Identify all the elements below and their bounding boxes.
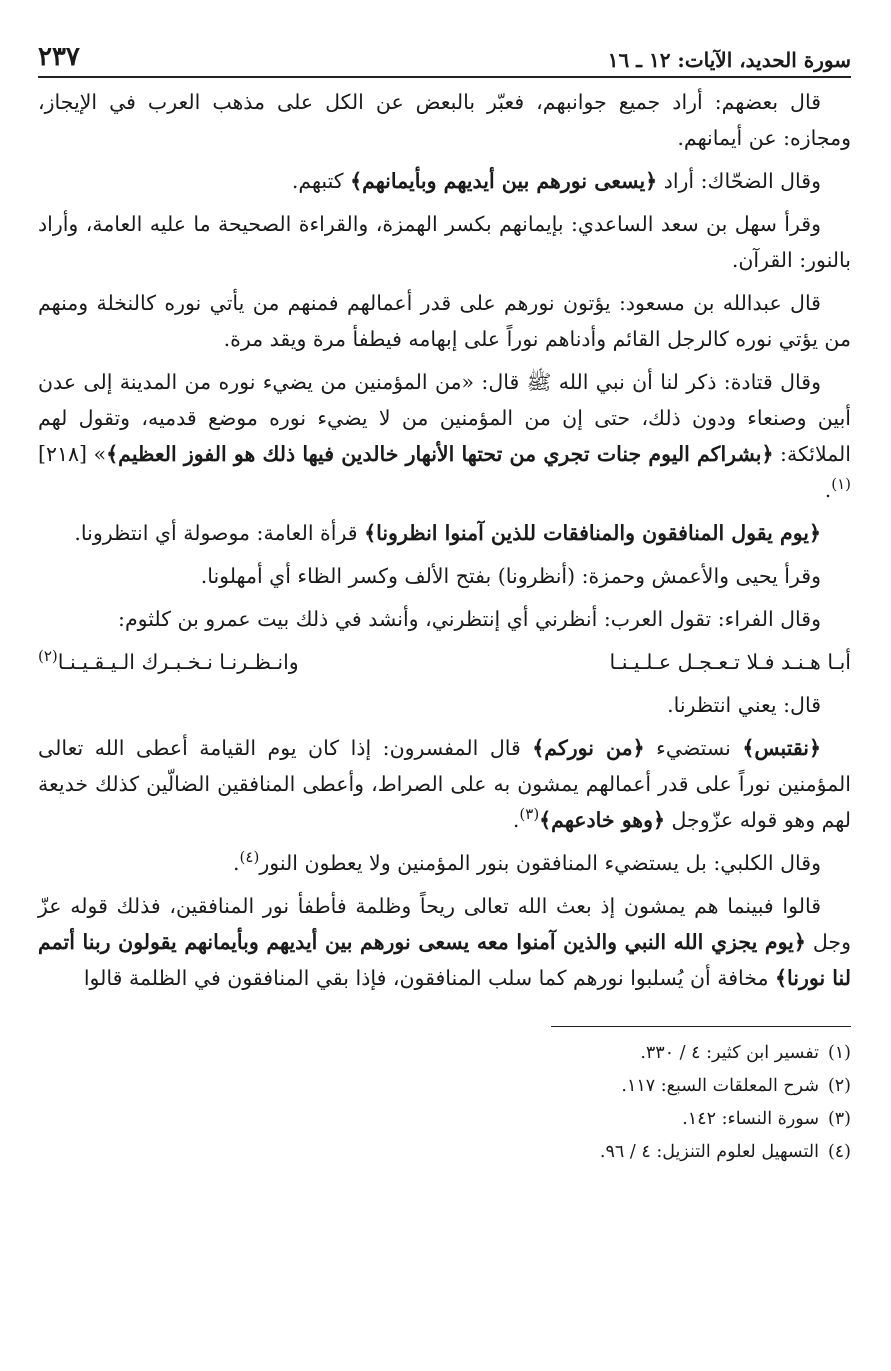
footnote-number: (٢) <box>827 1076 851 1096</box>
quran-quote: ﴿يوم يقول المنافقون والمنافقات للذين آمنوا انظرونا﴾ <box>364 521 821 545</box>
text-run: نستضيء <box>644 736 743 760</box>
text-run: وقال قتادة: ذكر لنا أن نبي الله ﷺ قال: «من المؤمنين من يضيء نوره من المدينة إلى عدن أبين وصنعاء ودون ذلك، حتى إن من المؤمنين من لا يضيء نوره موضع قدميه، وتقول لهم الملائكة: <box>38 370 851 466</box>
footnote-text: سورة النساء: ١٤٢. <box>682 1109 819 1129</box>
text-run: كتبهم. <box>291 169 351 193</box>
footnote-ref: (١) <box>831 475 851 494</box>
poetry-verse <box>38 644 851 680</box>
text-run: وقال الكلبي: بل يستضيء المنافقون بنور المؤمنين ولا يعطون النور <box>259 851 821 875</box>
text-run: . <box>233 851 240 875</box>
footnote-text: تفسير ابن كثير: ٤ / ٣٣٠. <box>640 1043 819 1063</box>
text-run: مخافة أن يُسلبوا نورهم كما سلب المنافقون، فإذا بقي المنافقون في الظلمة قالوا <box>83 966 776 990</box>
verse-second-hemistich <box>38 644 299 680</box>
paragraph <box>38 730 851 838</box>
text-run: وانـظـرنـا نـخـبـرك الـيـقـيـنـا <box>57 650 299 674</box>
text-run: . <box>824 478 832 502</box>
paragraph: قال: يعني انتظرنا. <box>667 693 821 717</box>
footnote <box>38 1037 851 1070</box>
body-text <box>38 84 851 996</box>
paragraph: قال بعضهم: أراد جميع جوانبهم، فعبّر بالبعض عن الكل على مذهب العرب في الإيجاز، ومجازه: عن أيمانهم. <box>38 90 851 150</box>
text-run: » [٢١٨] <box>38 442 107 466</box>
quran-quote: ﴿نقتبس﴾ <box>742 736 821 760</box>
quran-quote: ﴿وهو خادعهم﴾ <box>539 808 666 832</box>
footnote-ref: (٢) <box>38 647 58 666</box>
text-run: وقال الضحّاك: أراد <box>657 169 821 193</box>
text-run: . <box>512 808 520 832</box>
text-run: قال المفسرون: إذا كان يوم القيامة أعطى الله تعالى المؤمنين نوراً على قدر أعمالهم يمشون به على الصراط، وأعطى المنافقين الضالّين كذلك خديعة لهم وهو قوله عزّوجل <box>38 736 851 832</box>
quran-quote: ﴿يوم يجزي الله النبي والذين آمنوا معه يسعى نورهم بين أيديهم وبأيمانهم يقولون ربنا أتمم لنا نورنا﴾ <box>38 930 851 990</box>
footnote-number: (١) <box>827 1043 851 1063</box>
footnote <box>38 1136 851 1169</box>
footnote-ref: (٣) <box>519 805 540 824</box>
paragraph <box>38 364 851 508</box>
footnote-number: (٤) <box>827 1142 851 1162</box>
footnote-text: التسهيل لعلوم التنزيل: ٤ / ٩٦. <box>599 1142 819 1162</box>
text-run: قرأة العامة: موصولة أي انتظرونا. <box>74 521 365 545</box>
verse-first-hemistich: أبـا هـنـد فـلا تـعـجـل عـلـيـنـا <box>609 650 851 674</box>
page-number: ٢٣٧ <box>38 42 80 72</box>
paragraph <box>38 888 851 996</box>
page-header <box>38 38 851 72</box>
paragraph <box>38 163 851 199</box>
paragraph <box>38 845 851 881</box>
paragraph <box>38 515 851 551</box>
footnote <box>38 1070 851 1103</box>
footnote <box>38 1103 851 1136</box>
text-run: قالوا فبينما هم يمشون إذ بعث الله تعالى ريحاً وظلمة فأطفأ نور المنافقين، فذلك قوله عزّ وجل <box>38 894 851 954</box>
paragraph: قال عبدالله بن مسعود: يؤتون نورهم على قدر أعمالهم فمنهم من يأتي نوره كالنخلة ومنهم من يؤتي نوره كالرجل القائم وأدناهم نوراً على إبهامه فيطفأ مرة ويقد مرة. <box>38 291 851 351</box>
paragraph: وقرأ سهل بن سعد الساعدي: بإيمانهم بكسر الهمزة، والقراءة الصحيحة ما عليه العامة، وأراد بالنور: القرآن. <box>38 212 851 272</box>
footnote-ref: (٤) <box>239 848 260 867</box>
quran-quote: ﴿يسعى نورهم بين أيديهم وبأيمانهم﴾ <box>350 169 658 193</box>
quran-quote: ﴿بشراكم اليوم جنات تجري من تحتها الأنهار خالدين فيها ذلك هو الفوز العظيم﴾ <box>106 442 774 466</box>
footnote-text: شرح المعلقات السبع: ١١٧. <box>621 1076 819 1096</box>
footnote-rule <box>551 1026 851 1027</box>
running-title: سورة الحديد، الآيات: ١٢ ـ ١٦ <box>607 48 851 72</box>
quran-quote: ﴿من نوركم﴾ <box>532 736 645 760</box>
footnotes <box>38 1037 851 1169</box>
footnote-number: (٣) <box>827 1109 851 1129</box>
paragraph: وقال الفراء: تقول العرب: أنظرني أي إنتظرني، وأنشد في ذلك بيت عمرو بن كلثوم: <box>118 607 821 631</box>
paragraph: وقرأ يحيى والأعمش وحمزة: (أنظرونا) بفتح الألف وكسر الظاء أي أمهلونا. <box>200 564 821 588</box>
header-rule <box>38 76 851 78</box>
